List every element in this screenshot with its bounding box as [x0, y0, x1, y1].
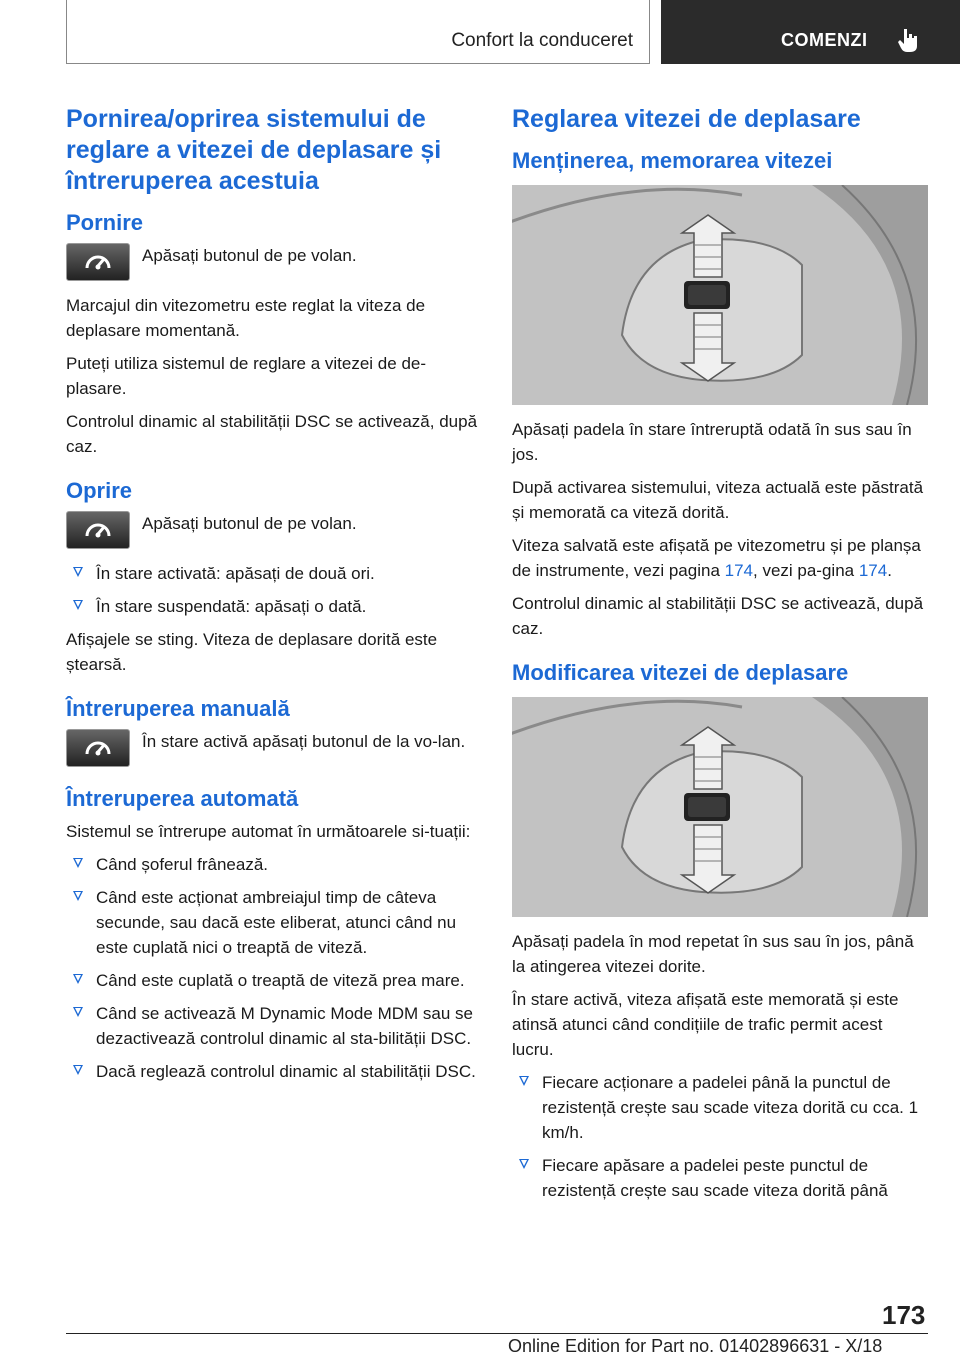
bullet-triangle-icon — [73, 858, 83, 868]
start-paragraph-3: Controlul dinamic al stabilității DSC se activează, după caz. — [66, 412, 478, 456]
stop-paragraph-1: Afișajele se sting. Viteza de deplasare dorită este ștearsă. — [66, 630, 438, 674]
header-chapter-label: COMENZI — [781, 30, 868, 50]
footer-edition-text: Online Edition for Part no. 01402896631 - X/18 — [508, 1336, 883, 1356]
list-item: În stare activată: apăsați de două ori. — [66, 561, 478, 586]
section-title: Pornirea/oprirea sistemului de reglare a vitezei de deplasare și întreruperea acestuia — [66, 105, 442, 195]
bullet-triangle-icon — [73, 1007, 83, 1017]
bullet-triangle-icon — [519, 1159, 529, 1169]
list-item: Când se activează M Dynamic Mode MDM sau se dezactivează controlul dinamic al sta-bilității DSC. — [66, 1001, 478, 1051]
bullet-triangle-icon — [73, 567, 83, 577]
bullet-triangle-icon — [73, 1065, 83, 1075]
heading-hold: Menținerea, memorarea vitezei — [512, 148, 833, 173]
list-item: Când este acționat ambreiajul timp de câteva secunde, sau dacă este eliberat, atunci când nu este cuplată nici o treaptă de viteză. — [66, 885, 478, 960]
hold-paragraph-3: Viteza salvată este afișată pe vitezometru și pe planșa de instrumente, vezi pagina 174, vezi pa-gina 174. — [512, 536, 921, 580]
hold-paragraph-1: Apăsați padela în stare întreruptă odată în sus sau în jos. — [512, 420, 912, 464]
bullet-triangle-icon — [73, 600, 83, 610]
hand-pointer-icon — [896, 26, 922, 59]
heading-manual: Întreruperea manuală — [66, 696, 290, 721]
list-item: Dacă reglează controlul dinamic al stabilității DSC. — [66, 1059, 478, 1084]
cruise-control-button-icon — [66, 729, 130, 767]
bullet-triangle-icon — [519, 1076, 529, 1086]
bullet-triangle-icon — [73, 891, 83, 901]
right-column — [512, 104, 928, 1211]
heading-change: Modificarea vitezei de deplasare — [512, 660, 849, 685]
cruise-control-button-icon — [66, 511, 130, 549]
header-section-title: Confort la conduceret — [451, 30, 633, 51]
page-number: 173 — [882, 1300, 926, 1330]
stop-instruction: Apăsați butonul de pe volan. — [142, 514, 357, 533]
footer-divider — [66, 1333, 928, 1334]
manual-instruction: În stare activă apăsați butonul de la vo-lan. — [142, 732, 466, 751]
list-item: Când este cuplată o treaptă de viteză prea mare. — [66, 968, 478, 993]
start-paragraph-2: Puteți utiliza sistemul de reglare a vitezei de de-plasare. — [66, 354, 427, 398]
section-title-right: Reglarea vitezei de deplasare — [512, 105, 861, 133]
start-paragraph-1: Marcajul din vitezometru este reglat la viteza de deplasare momentană. — [66, 296, 426, 340]
stop-list — [66, 561, 478, 619]
steering-wheel-paddle-illustration — [512, 185, 928, 405]
left-column — [66, 104, 478, 1092]
heading-stop: Oprire — [66, 478, 133, 503]
list-item: În stare suspendată: apăsați o dată. — [66, 594, 478, 619]
page-link[interactable]: 174 — [858, 561, 888, 580]
change-paragraph-1: Apăsați padela în mod repetat în sus sau în jos, până la atingerea vitezei dorite. — [512, 932, 914, 976]
hold-paragraph-4: Controlul dinamic al stabilității DSC se activează, după caz. — [512, 594, 924, 638]
start-button-row — [66, 243, 478, 281]
start-instruction: Apăsați butonul de pe volan. — [142, 246, 357, 265]
list-item: Fiecare apăsare a padelei peste punctul de rezistență crește sau scade viteza dorită până — [512, 1153, 928, 1203]
bullet-triangle-icon — [73, 974, 83, 984]
stop-button-row — [66, 511, 478, 549]
page-link[interactable]: 174 — [724, 561, 753, 580]
header-chapter-tab[interactable] — [661, 0, 960, 64]
auto-paragraph-1: Sistemul se întrerupe automat în următoarele si-tuații: — [66, 822, 471, 841]
auto-list — [66, 852, 478, 1084]
change-paragraph-2: În stare activă, viteza afișată este memorată și este atinsă atunci când condițiile de trafic permit acest lucru. — [512, 990, 899, 1059]
heading-auto: Întreruperea automată — [66, 786, 299, 811]
change-list — [512, 1070, 928, 1203]
header-section-box — [66, 0, 650, 64]
heading-start: Pornire — [66, 210, 144, 235]
list-item: Când șoferul frânează. — [66, 852, 478, 877]
list-item: Fiecare acționare a padelei până la punctul de rezistență crește sau scade viteza dorită cu cca. 1 km/h. — [512, 1070, 928, 1145]
hold-paragraph-2: După activarea sistemului, viteza actuală este păstrată și memorată ca viteză dorită. — [512, 478, 924, 522]
manual-button-row — [66, 729, 478, 767]
cruise-control-button-icon — [66, 243, 130, 281]
steering-wheel-paddle-illustration — [512, 697, 928, 917]
